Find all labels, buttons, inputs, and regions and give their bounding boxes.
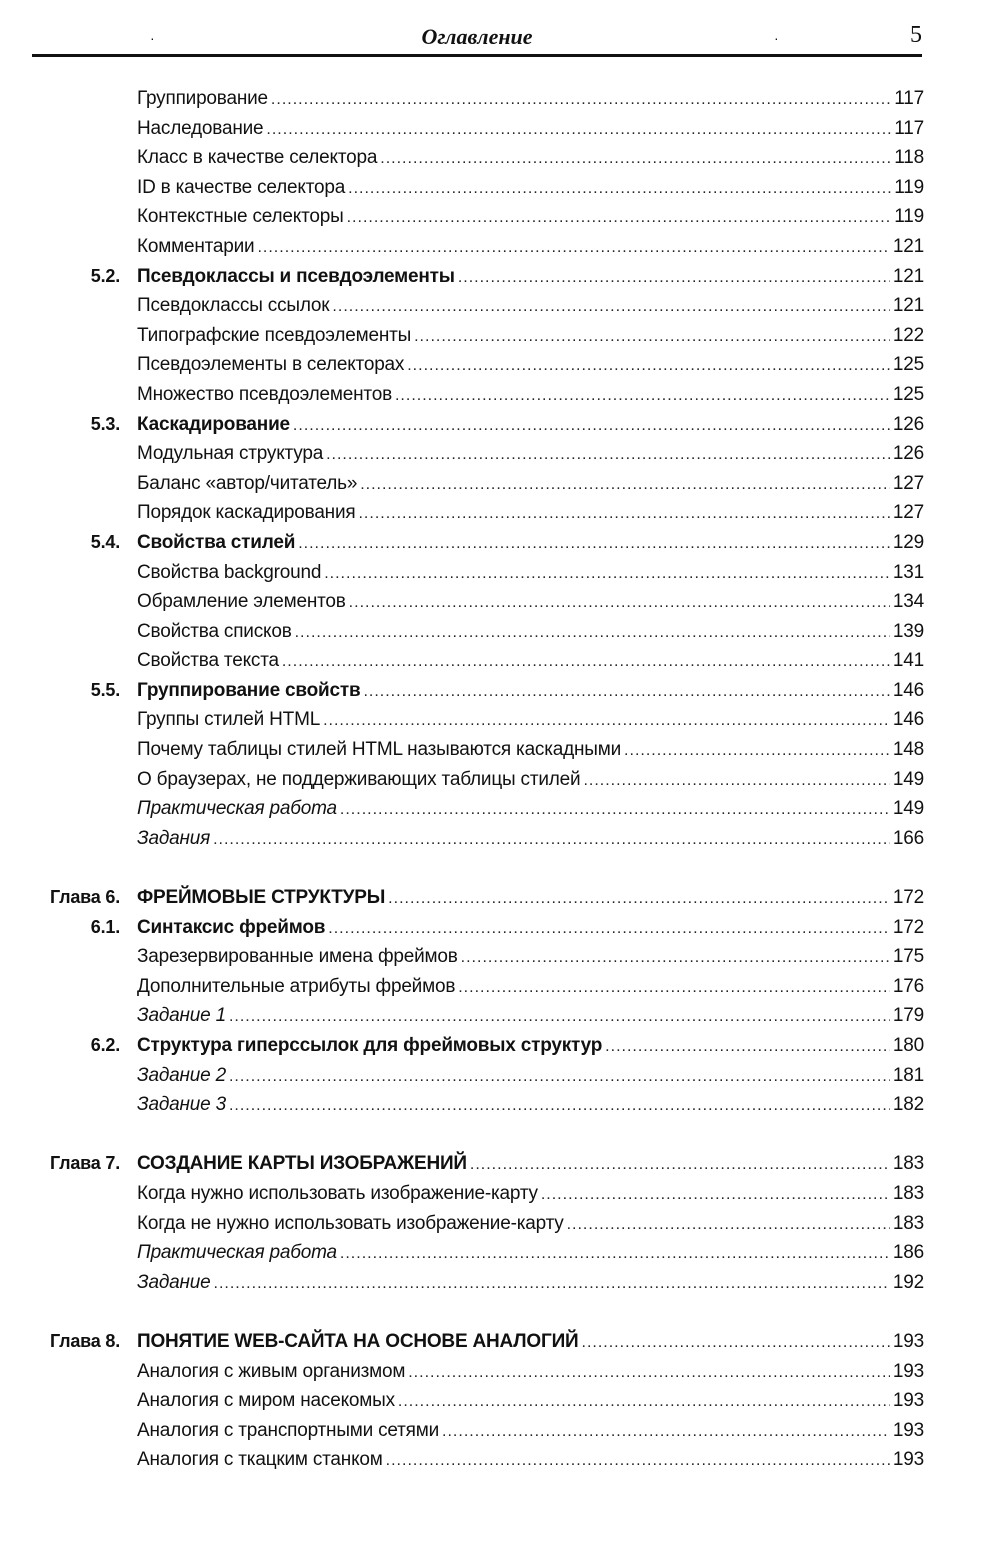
toc-entry-title: Задание 2 [137, 1064, 226, 1086]
toc-entry-number: 5.4. [90, 531, 120, 552]
toc-entry-title: Когда нужно использовать изображение-карту [137, 1182, 538, 1204]
dot-leader [332, 292, 889, 322]
toc-entry-body [137, 1357, 924, 1388]
toc-entry-page: 193 [892, 1390, 924, 1412]
toc-entry-title: СОЗДАНИЕ КАРТЫ ИЗОБРАЖЕНИЙ [137, 1153, 467, 1175]
toc-entry-number: 6.2. [90, 1035, 120, 1055]
toc-entry-body [137, 1209, 924, 1240]
toc-entry [30, 1090, 924, 1120]
toc-entry-title: Псевдоклассы и псевдоэлементы [137, 265, 455, 287]
toc-entry-body [137, 114, 924, 145]
toc-entry-body [137, 1268, 924, 1299]
toc-entry [30, 84, 924, 114]
toc-entry-page: 193 [892, 1330, 924, 1352]
dot-leader [605, 1032, 890, 1062]
toc-entry-title: Аналогия с транспортными сетями [137, 1419, 440, 1441]
toc-entry-title: Группы стилей HTML [137, 709, 321, 731]
toc-entry [30, 1061, 924, 1091]
toc-entry-title: Комментарии [137, 235, 255, 257]
toc-entry-page: 180 [892, 1035, 924, 1056]
toc-entry-page: 131 [892, 561, 924, 583]
toc-entry-body [137, 439, 924, 470]
toc-entry-page: 193 [892, 1419, 924, 1441]
dot-leader [213, 825, 890, 855]
toc-entry-body [137, 1386, 924, 1417]
dot-leader [295, 618, 890, 648]
toc-entry [30, 1445, 924, 1475]
toc-entry [30, 202, 924, 232]
dot-leader [458, 973, 890, 1003]
toc-entry-body [137, 410, 924, 441]
toc-entry [30, 528, 924, 558]
toc-entry-body [137, 824, 924, 855]
table-of-contents [30, 84, 924, 1475]
toc-entry-page: 183 [892, 1153, 924, 1175]
toc-entry-page: 183 [892, 1182, 924, 1204]
toc-entry-page: 193 [892, 1449, 924, 1471]
dot-leader [360, 470, 890, 500]
dot-leader [340, 795, 890, 825]
toc-entry-body [137, 587, 924, 618]
toc-entry-number: Глава 7. [49, 1153, 120, 1174]
toc-entry-page: 148 [892, 739, 924, 761]
toc-entry [30, 498, 924, 528]
toc-entry [30, 1386, 924, 1416]
toc-entry-page: 172 [892, 887, 924, 909]
toc-entry-title: ФРЕЙМОВЫЕ СТРУКТУРЫ [137, 887, 386, 909]
dot-leader [414, 322, 890, 352]
toc-entry-body [137, 913, 924, 944]
toc-entry-body [137, 735, 924, 766]
toc-entry-body [137, 1061, 924, 1092]
toc-entry-body [137, 1149, 924, 1180]
toc-entry-page: 121 [892, 265, 924, 287]
toc-entry-page: 129 [892, 531, 924, 553]
toc-entry-title: Задания [137, 827, 211, 849]
toc-entry-title: ПОНЯТИЕ WEB-САЙТА НА ОСНОВЕ АНАЛОГИЙ [137, 1330, 579, 1352]
toc-entry-page: 186 [892, 1242, 924, 1264]
toc-entry-page: 117 [894, 88, 924, 109]
toc-entry-title: Когда не нужно использовать изображение-карту [137, 1212, 564, 1234]
dot-leader [380, 144, 891, 174]
toc-entry-title: Аналогия с ткацким станком [137, 1449, 383, 1471]
toc-entry-title: Свойства текста [137, 650, 279, 672]
toc-entry-body [137, 794, 924, 825]
toc-entry [30, 1268, 924, 1298]
toc-entry [30, 1001, 924, 1031]
toc-entry-page: 192 [892, 1271, 924, 1293]
dot-leader [624, 736, 890, 766]
toc-entry [30, 350, 924, 380]
dot-leader [229, 1062, 890, 1092]
dot-leader [326, 440, 890, 470]
dot-leader [293, 411, 890, 441]
toc-entry-title: Структура гиперссылок для фреймовых структур [137, 1035, 603, 1056]
toc-entry [30, 262, 924, 292]
toc-entry-title: Задание 3 [137, 1094, 226, 1116]
toc-entry [30, 291, 924, 321]
toc-entry-title: Наследование [137, 117, 264, 139]
toc-entry-title: Псевдоклассы ссылок [137, 295, 330, 317]
toc-entry-page: 181 [892, 1064, 924, 1086]
toc-entry-number: Глава 8. [49, 1330, 120, 1351]
dot-leader [582, 1328, 890, 1358]
toc-entry-page: 118 [894, 147, 924, 169]
toc-entry-body [137, 528, 924, 559]
toc-entry-title: Группирование [137, 88, 268, 109]
dot-leader [328, 914, 890, 944]
toc-entry-page: 126 [892, 443, 924, 465]
toc-entry-page: 183 [892, 1212, 924, 1234]
toc-entry-page: 127 [892, 472, 924, 494]
toc-entry [30, 1209, 924, 1239]
toc-entry [30, 1179, 924, 1209]
toc-entry-body [137, 617, 924, 648]
toc-entry [30, 232, 924, 262]
toc-entry-page: 175 [892, 946, 924, 968]
dot-leader [407, 351, 890, 381]
toc-entry-body [137, 1031, 924, 1062]
dot-leader [347, 203, 892, 233]
toc-entry-page: 166 [892, 827, 924, 849]
toc-entry-page: 146 [892, 679, 924, 701]
toc-entry-body [137, 202, 924, 233]
dot-leader [358, 499, 889, 529]
toc-entry-body [137, 1416, 924, 1447]
toc-entry-title: Псевдоэлементы в селекторах [137, 354, 405, 376]
toc-entry-page: 122 [892, 324, 924, 346]
dot-leader [386, 1446, 890, 1476]
toc-entry [30, 1327, 924, 1357]
toc-entry [30, 380, 924, 410]
toc-entry-title: Задание 1 [137, 1005, 226, 1027]
toc-entry-page: 117 [894, 117, 924, 139]
toc-entry [30, 1357, 924, 1387]
dot-leader [583, 766, 889, 796]
dot-leader [470, 1150, 890, 1180]
toc-entry [30, 1238, 924, 1268]
toc-entry-body [137, 705, 924, 736]
toc-entry [30, 765, 924, 795]
toc-entry-body [137, 1179, 924, 1210]
toc-entry-title: Аналогия с живым организмом [137, 1360, 406, 1382]
toc-entry [30, 913, 924, 943]
page-header [32, 22, 922, 57]
toc-entry-page: 193 [892, 1360, 924, 1382]
toc-entry-page: 172 [892, 916, 924, 938]
toc-entry-page: 125 [892, 354, 924, 376]
dot-leader [298, 529, 890, 559]
toc-entry-title: Класс в качестве селектора [137, 147, 378, 169]
toc-entry-page: 182 [892, 1094, 924, 1116]
toc-entry-body [137, 469, 924, 500]
header-dot-right: · [774, 30, 779, 46]
dot-leader [541, 1180, 890, 1210]
toc-entry-title: Баланс «автор/читатель» [137, 472, 358, 494]
header-page-number: 5 [910, 22, 922, 48]
toc-entry-body [137, 1001, 924, 1032]
toc-entry-body [137, 1327, 924, 1358]
dot-leader [567, 1210, 890, 1240]
dot-leader [324, 559, 890, 589]
toc-entry-title: Модульная структура [137, 443, 324, 465]
toc-entry [30, 439, 924, 469]
dot-leader [349, 588, 890, 618]
toc-entry-body [137, 232, 924, 263]
toc-entry [30, 469, 924, 499]
dot-leader [257, 233, 889, 263]
toc-entry-title: Обрамление элементов [137, 591, 346, 613]
toc-entry-body [137, 84, 924, 115]
toc-entry [30, 883, 924, 913]
dot-leader [340, 1239, 890, 1269]
dot-leader [266, 115, 891, 145]
toc-entry-body [137, 321, 924, 352]
toc-entry-body [137, 942, 924, 973]
toc-entry-page: 176 [892, 975, 924, 997]
toc-entry-body [137, 350, 924, 381]
toc-entry [30, 676, 924, 706]
toc-entry [30, 705, 924, 735]
toc-entry [30, 321, 924, 351]
toc-entry [30, 1149, 924, 1179]
toc-entry [30, 617, 924, 647]
toc-entry-number: 5.2. [90, 265, 120, 286]
toc-entry [30, 143, 924, 173]
toc-entry-body [137, 173, 924, 204]
toc-entry [30, 587, 924, 617]
toc-entry-body [137, 676, 924, 707]
toc-entry-number: 5.5. [90, 679, 120, 700]
toc-entry-title: О браузерах, не поддерживающих таблицы стилей [137, 768, 581, 790]
toc-entry [30, 824, 924, 854]
dot-leader [363, 677, 889, 707]
toc-entry-number: 5.3. [90, 413, 120, 434]
toc-entry-title: Зарезервированные имена фреймов [137, 946, 458, 968]
toc-entry [30, 972, 924, 1002]
toc-entry-body [137, 1445, 924, 1476]
toc-entry-title: ID в качестве селектора [137, 176, 346, 198]
toc-entry [30, 942, 924, 972]
toc-entry-page: 149 [892, 798, 924, 820]
toc-entry-body [137, 143, 924, 174]
dot-leader [388, 884, 890, 914]
dot-leader [229, 1002, 890, 1032]
toc-entry-number: 6.1. [90, 916, 120, 937]
toc-entry-title: Практическая работа [137, 798, 337, 820]
dot-leader [458, 263, 890, 293]
toc-entry-number: Глава 6. [49, 887, 120, 908]
toc-entry-title: Каскадирование [137, 413, 290, 435]
toc-entry [30, 173, 924, 203]
toc-entry-title: Дополнительные атрибуты фреймов [137, 975, 456, 997]
toc-entry-page: 119 [894, 206, 924, 228]
toc-entry-body [137, 498, 924, 529]
toc-entry-body [137, 262, 924, 293]
dot-leader [214, 1269, 890, 1299]
toc-entry [30, 646, 924, 676]
toc-entry-title: Порядок каскадирования [137, 502, 356, 524]
toc-entry-body [137, 558, 924, 589]
dot-leader [282, 647, 890, 677]
toc-entry-body [137, 380, 924, 411]
toc-entry-page: 179 [892, 1005, 924, 1027]
dot-leader [442, 1417, 890, 1447]
dot-leader [461, 943, 890, 973]
dot-leader [408, 1358, 890, 1388]
toc-entry-page: 146 [892, 709, 924, 731]
toc-entry-body [137, 1090, 924, 1121]
toc-entry-title: Практическая работа [137, 1242, 337, 1264]
toc-entry-page: 126 [892, 413, 924, 435]
toc-entry-body [137, 883, 924, 914]
dot-leader [348, 174, 891, 204]
dot-leader [229, 1091, 890, 1121]
toc-entry-title: Типографские псевдоэлементы [137, 324, 412, 346]
toc-entry-page: 134 [892, 591, 924, 613]
toc-entry-title: Группирование свойств [137, 679, 361, 701]
toc-entry [30, 114, 924, 144]
toc-entry-page: 125 [892, 383, 924, 405]
toc-entry-page: 149 [892, 768, 924, 790]
toc-entry [30, 410, 924, 440]
header-dot-left: · [150, 30, 155, 46]
toc-entry-body [137, 291, 924, 322]
toc-entry-page: 139 [892, 620, 924, 642]
toc-entry-title: Аналогия с миром насекомых [137, 1390, 395, 1412]
toc-entry [30, 1416, 924, 1446]
toc-entry-body [137, 646, 924, 677]
toc-entry-title: Задание [137, 1271, 211, 1293]
toc-entry-page: 121 [892, 235, 924, 257]
toc-entry-page: 121 [892, 295, 924, 317]
toc-entry-title: Почему таблицы стилей HTML называются каскадными [137, 739, 622, 761]
toc-entry [30, 794, 924, 824]
toc-entry-title: Контекстные селекторы [137, 206, 344, 228]
header-title: Оглавление [421, 24, 533, 49]
toc-entry-body [137, 1238, 924, 1269]
toc-entry-title: Свойства списков [137, 620, 292, 642]
toc-entry-title: Множество псевдоэлементов [137, 383, 392, 405]
dot-leader [323, 706, 890, 736]
toc-entry-title: Свойства стилей [137, 531, 296, 553]
toc-entry-page: 127 [892, 502, 924, 524]
toc-entry-page: 119 [894, 176, 924, 198]
toc-entry-body [137, 972, 924, 1003]
dot-leader [271, 85, 891, 115]
toc-entry [30, 558, 924, 588]
toc-entry-body [137, 765, 924, 796]
toc-entry [30, 1031, 924, 1061]
toc-entry [30, 735, 924, 765]
dot-leader [395, 381, 890, 411]
toc-entry-page: 141 [892, 650, 924, 672]
dot-leader [398, 1387, 890, 1417]
toc-entry-title: Синтаксис фреймов [137, 916, 326, 938]
toc-entry-title: Свойства background [137, 561, 322, 583]
